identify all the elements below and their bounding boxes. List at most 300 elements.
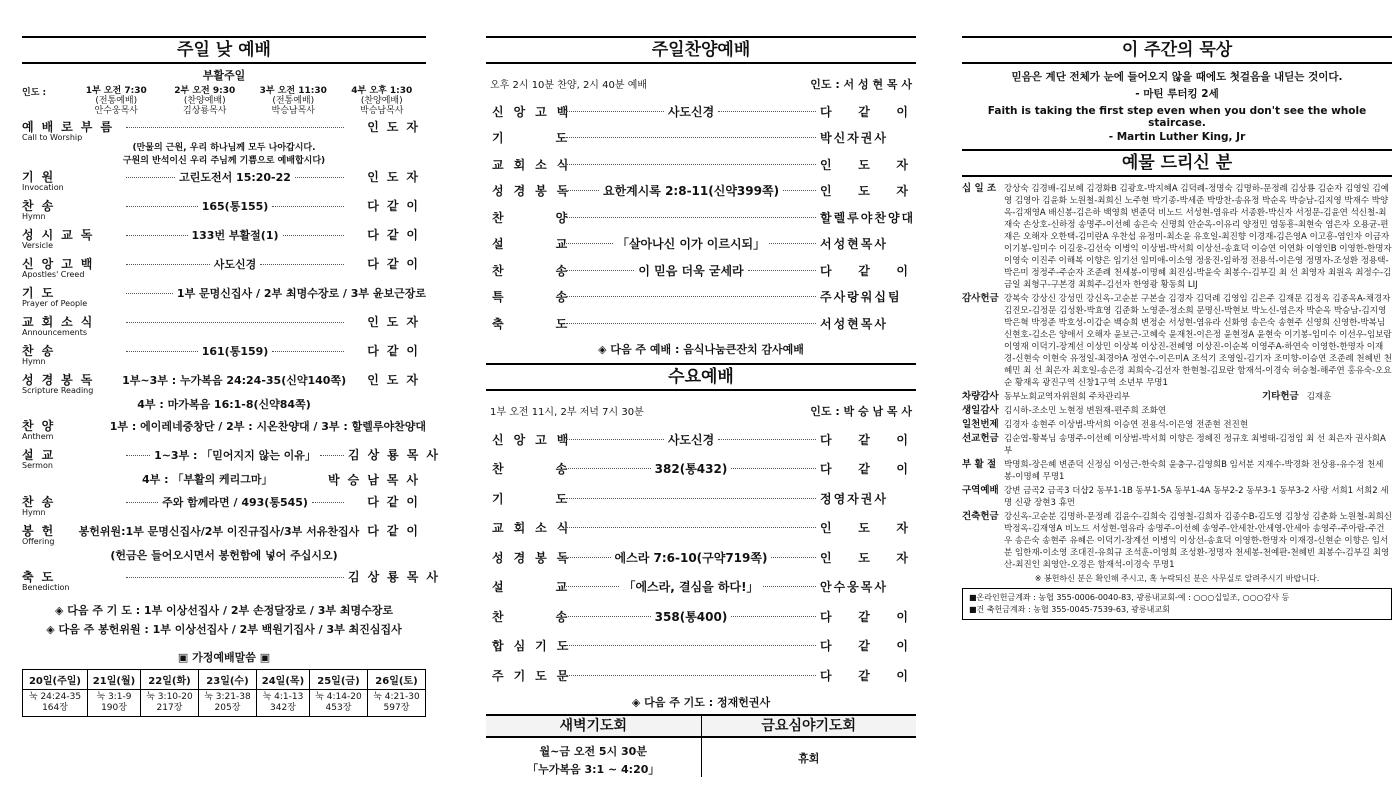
service-item-leader: 할렐루야찬양대 (820, 210, 916, 225)
offering-names (1004, 293, 1392, 389)
item-leader: 다같이 (367, 257, 427, 271)
dot-leader (272, 206, 344, 207)
next-week-notes (22, 602, 426, 637)
dawn-prayer-title: 새벽기도회 (486, 714, 701, 738)
praise-order (486, 98, 916, 337)
leader-entry (338, 86, 427, 116)
meditation-offering-column (962, 36, 1392, 620)
service-item-leader: 다 같 이 (820, 104, 910, 119)
leader-style: (전통예배) (95, 96, 138, 106)
offering-names-text: 강변 금곡2 금곡3 더샵2 동부1-1B 동부1-5A 동부1-4A 동부2-2 동부3-1 동부3-2 사랑 서희1 서희2 세명 신광 장현3 휴먼 (1004, 486, 1389, 508)
dot-leader (126, 264, 210, 265)
reading-hymn: 190장 (101, 703, 127, 713)
service-subtitle: 부활주일 (202, 69, 246, 82)
dot-leader (566, 527, 816, 528)
worship-item (22, 493, 426, 517)
item-leader: 인도자 (367, 120, 426, 134)
item-name-block (22, 313, 122, 337)
worship-item (22, 446, 446, 488)
item-content: 161(통159) (201, 345, 269, 358)
item-name-block (22, 168, 122, 192)
offering-row (962, 459, 1392, 483)
offering-category: 일천번제 (962, 419, 999, 430)
item-name: 성경봉독 (22, 373, 101, 387)
reading-day: 25일(금) (309, 670, 367, 690)
item-leader: 인도자 (367, 373, 426, 387)
item-name: 교회소식 (22, 315, 101, 329)
daily-reading-table (22, 669, 426, 717)
item-content: 사도신경 (213, 258, 257, 271)
leader-entry (249, 86, 338, 116)
reading-day: 20일(주일) (23, 670, 88, 690)
service-row (486, 310, 916, 337)
building-account: ■건 축헌금계좌 : 농협 355-0045-7539-63, 광릉내교회 (969, 605, 1170, 614)
dot-leader (566, 270, 634, 271)
prayer-meetings (486, 714, 916, 777)
service-item-content: 사도신경 (667, 104, 715, 119)
dot-leader (566, 439, 664, 440)
service-row (486, 204, 916, 231)
dot-leader (566, 586, 619, 587)
item-name-block (22, 255, 122, 279)
offering-category: 선교헌금 (962, 433, 999, 444)
leader-name: 안수웅목사 (94, 106, 138, 116)
offering-names (1004, 183, 1392, 291)
next-prayer: ◈ 다음 주 기 도 : 1부 이상선집사 / 2부 손정달장로 / 3부 최명수장로 (54, 604, 394, 617)
offering-names-text: 김경자 송현주 이상범-박서희 이승연 전용석-이은영 전준현 전진현 (1004, 420, 1249, 430)
reading-ref: 눅 4:14-20 (315, 692, 362, 702)
dot-leader (566, 190, 599, 191)
leaders-list (72, 86, 426, 116)
sunday-service-title: 주일 낮 예배 (22, 36, 426, 64)
offering-names (1004, 511, 1392, 571)
service-item-leader: 인 도 자 (820, 157, 910, 172)
praise-service-title: 주일찬양예배 (486, 36, 916, 64)
dot-leader (295, 177, 344, 178)
dot-leader (731, 468, 816, 469)
service-item-name: 설교 (492, 580, 620, 595)
item-content: 봉헌위원:1부 문명신집사/2부 이진규집사/3부 서유찬집사 (78, 525, 360, 538)
item-name-block (22, 446, 122, 470)
worship-item (22, 226, 426, 250)
meditation-title: 이 주간의 묵상 (962, 36, 1392, 64)
service-item-content: 사도신경 (667, 432, 715, 447)
item-content: 165(통155) (201, 200, 269, 213)
dot-leader (320, 455, 344, 456)
service-item-leader: 인 도 자 (820, 550, 910, 565)
worship-row (22, 342, 426, 366)
offering-row (962, 405, 1392, 417)
item-name-block (22, 417, 102, 441)
offering-row (962, 419, 1392, 431)
service-item-leader: 서성현목사 (820, 237, 888, 252)
item-english: Sermon (22, 461, 53, 470)
item-name: 설교 (22, 448, 62, 462)
dot-leader (566, 323, 816, 324)
extra-offering-names: 김재훈 (1306, 392, 1332, 402)
dot-leader (566, 616, 651, 617)
leader-style: (찬양예배) (360, 96, 403, 106)
item-name-block (22, 197, 122, 221)
dot-leader (260, 264, 344, 265)
dot-leader (566, 557, 611, 558)
offering-row (962, 391, 1392, 403)
service-item-leader: 다 같 이 (820, 432, 910, 447)
service-item-leader: 정영자권사 (820, 491, 888, 506)
item-leader: 김상룡목사 (348, 570, 446, 584)
worship-row (22, 197, 426, 221)
reading-day: 24일(목) (256, 670, 309, 690)
item-english: Hymn (22, 212, 46, 221)
extra-offering (1262, 391, 1392, 403)
reading-cell (367, 690, 425, 717)
leader-style: (찬양예배) (183, 96, 226, 106)
reading-hymn: 342장 (270, 703, 296, 713)
dot-leader (566, 111, 664, 112)
offering-names (1004, 391, 1392, 403)
item-content-second: 4부 : 「부활의 케리그마」 (142, 473, 273, 486)
service-item-content: 에스라 7:6-10(구약719쪽) (614, 550, 768, 565)
worship-row-second (22, 471, 426, 488)
item-leader: 인도자 (367, 315, 426, 329)
dot-leader (126, 502, 158, 503)
service-item-name: 축도 (492, 316, 620, 331)
wednesday-header (490, 403, 912, 419)
item-content-second: 4부 : 마가복음 16:1-8(신약84쪽) (137, 398, 311, 411)
service-item-content: 요한계시록 2:8-11(신약399쪽) (602, 184, 780, 199)
service-item-leader: 안수웅목사 (820, 580, 888, 595)
reading-ref: 눅 3:21-38 (204, 692, 251, 702)
offering-category: 차량감사 (962, 391, 999, 402)
reading-hymn: 205장 (214, 703, 241, 713)
service-item-content: 「에스라, 결심을 하다!」 (623, 580, 759, 595)
worship-item (22, 342, 426, 366)
item-name-block (22, 118, 122, 142)
reading-ref: 눅 4:1-13 (262, 692, 304, 702)
service-item-name: 찬송 (492, 609, 620, 624)
offering-names-text: 강신옥-고순분 김명하-문정례 김윤수-김희숙 김영철-김희자 김종수B-김도영 김창성 김춘화 노원철-최희신 박정옥-김재영A 비노드 서성현-염유라 송명주-이선혜 송영주-안세찬-안세영-안세아 송영주-주아람-주건우 송은숙 송현주 유혜은 이덕기-장계선 이병익 이상선-송효덕 이영한-한명자 이재경-신현순 이향은 임서분 임한재-이소영 조대진-유희규 조석훈-이영희 조성환-정명자 천세봉-천예판-천혜빈 최봉수-김부길 최영산-최진인 최영안-오경은 함재석-이경숙 무명1 (1004, 512, 1393, 570)
worship-row (22, 568, 446, 592)
leader-entry (161, 86, 250, 116)
item-english: Apostles' Creed (22, 270, 85, 279)
dot-leader (771, 557, 816, 558)
reading-ref: 눅 3:1-9 (96, 692, 132, 702)
dot-leader (312, 502, 344, 503)
worship-item (22, 417, 426, 441)
service-row (486, 661, 916, 691)
reading-cell (309, 690, 367, 717)
item-name: 예배로부름 (22, 120, 120, 134)
offering-category: 감사헌금 (962, 293, 999, 304)
reading-day: 22일(화) (141, 670, 199, 690)
worship-row (22, 493, 426, 517)
worship-row (22, 284, 426, 308)
dot-leader (126, 127, 344, 128)
worship-row (22, 371, 426, 395)
friday-prayer-title: 금요심야기도회 (702, 714, 917, 738)
dot-leader (566, 468, 651, 469)
quote-english: Faith is taking the first step even when you don't see the whole staircase. (987, 105, 1367, 129)
service-item-leader: 박신자권사 (820, 131, 888, 146)
worship-row (22, 417, 426, 441)
worship-item (22, 255, 426, 279)
wednesday-time: 1부 오전 11시, 2부 저녁 7시 30분 (490, 406, 644, 418)
item-leader: 다같이 (367, 344, 427, 358)
offering-row (962, 183, 1392, 291)
worship-item (22, 568, 446, 592)
leader-style: (전통예배) (272, 96, 315, 106)
praise-service-header (490, 76, 912, 92)
item-content-second: (헌금은 들어오시면서 봉헌함에 넣어 주십시오) (110, 549, 338, 562)
dot-leader (763, 586, 816, 587)
dot-leader (126, 351, 198, 352)
reading-ref: 눅 3:10-20 (146, 692, 193, 702)
item-name: 기도 (22, 286, 62, 300)
friday-prayer (701, 714, 917, 777)
friday-prayer-text: 휴회 (798, 752, 820, 765)
wednesday-next: ◈ 다음 주 기도 : 정재헌권사 (631, 696, 771, 709)
item-name: 봉헌 (22, 524, 62, 538)
service-item-name: 찬양 (492, 210, 620, 225)
praise-service-leader: 인도 : 서 성 현 목 사 (810, 78, 912, 91)
dot-leader (783, 190, 816, 191)
service-item-leader: 다 같 이 (820, 609, 911, 624)
service-item-name: 교회소식 (492, 521, 579, 536)
reading-hymn: 217장 (156, 703, 183, 713)
wednesday-service-title: 수요예배 (486, 363, 916, 391)
service-item-name: 신앙고백 (492, 104, 579, 119)
service-item-content: 「살아나신 이가 이르시되」 (616, 237, 766, 252)
dot-leader (566, 498, 816, 499)
item-content: 주와 함께라면 / 493(통545) (162, 496, 308, 509)
item-content: 1~3부 : 「믿어지지 않는 이유」 (154, 449, 316, 462)
service-row (486, 572, 916, 602)
dot-leader (272, 351, 344, 352)
quote-english-author: - Martin Luther King, Jr (1108, 131, 1246, 143)
offering-names (1004, 433, 1392, 457)
worship-item (22, 284, 426, 308)
offering-category: 부 활 절 (962, 459, 997, 470)
leader-entry (72, 86, 161, 116)
service-row (486, 151, 916, 178)
offering-names-text: 김순엽-황복님 송명주-이선혜 이상범-박서희 이향은 정혜진 정규호 최병태-김정임 최 선 최은자 권사회A부 (1004, 434, 1386, 456)
dot-leader (731, 616, 816, 617)
leader-name: 김상룡목사 (183, 106, 227, 116)
item-leader: 인도자 (367, 170, 427, 184)
item-name-block (22, 371, 114, 395)
service-row (486, 543, 916, 573)
item-english: Invocation (22, 183, 64, 192)
dot-leader (126, 206, 198, 207)
item-name: 찬송 (22, 199, 62, 213)
item-name: 성시교독 (22, 228, 101, 242)
item-content: 고린도전서 15:20-22 (179, 171, 291, 184)
service-item-leader: 다 같 이 (820, 263, 910, 278)
offering-names-text: 동부노회교역자위원회 주차관리부 (1004, 392, 1130, 402)
offering-names (1004, 459, 1392, 483)
item-leader: 다같이 (367, 495, 426, 509)
item-name-block (22, 493, 122, 517)
worship-item (22, 522, 426, 563)
offering-list (962, 183, 1392, 571)
item-english: Call to Worship (22, 133, 83, 142)
offering-row (962, 433, 1392, 457)
leader-name: 박승남목사 (360, 106, 404, 116)
service-item-name: 주기도문 (492, 668, 579, 683)
dawn-prayer-time: 월~금 오전 5시 30분 (539, 745, 647, 758)
service-item-content: 이 믿음 더욱 굳세라 (638, 263, 744, 278)
offering-title: 예물 드리신 분 (962, 149, 1392, 177)
worship-row (22, 313, 426, 337)
service-item-leader: 인 도 자 (820, 521, 910, 536)
dot-leader (126, 235, 188, 236)
offering-row (962, 511, 1392, 571)
item-name: 찬양 (22, 419, 62, 433)
item-name-block (22, 226, 122, 250)
item-english: Scripture Reading (22, 386, 94, 395)
reading-cell (256, 690, 309, 717)
item-english: Anthem (22, 432, 54, 441)
dot-leader (566, 645, 816, 646)
item-content: 1부 : 에이레네중창단 / 2부 : 시온찬양대 / 3부 : 할렐루야찬양대 (109, 420, 426, 433)
service-item-name: 찬송 (492, 462, 620, 477)
service-item-name: 신앙고백 (492, 432, 579, 447)
dot-leader (718, 111, 816, 112)
item-content: 1부 문명신집사 / 2부 최명수장로 / 3부 윤보근장로 (176, 287, 426, 300)
service-item-leader: 서성현목사 (820, 316, 888, 331)
dot-leader (566, 217, 816, 218)
dot-leader (126, 455, 150, 456)
service-item-leader: 다 같 이 (820, 639, 910, 654)
dot-leader (126, 322, 344, 323)
service-row (486, 484, 916, 514)
service-item-leader: 다 같 이 (820, 668, 910, 683)
item-english: Offering (22, 537, 55, 546)
praise-service-time: 오후 2시 10분 찬양, 2시 40분 예배 (490, 80, 648, 91)
quote-korean: 믿음은 계단 전체가 눈에 들어오지 않을 때에도 첫걸음을 내딛는 것이다. (1011, 71, 1343, 83)
item-name: 축도 (22, 570, 62, 584)
reading-cell (88, 690, 141, 717)
reading-ref: 눅 24:24-35 (28, 692, 82, 702)
service-row (486, 178, 916, 205)
dot-leader (566, 164, 816, 165)
dot-leader (283, 235, 345, 236)
offering-category: 구역예배 (962, 485, 999, 496)
item-name: 기원 (22, 170, 62, 184)
leader-name: 박승남목사 (271, 106, 315, 116)
service-row (486, 284, 916, 311)
service-item-name: 기도 (492, 131, 620, 146)
item-name-block (22, 522, 71, 546)
service-item-name: 설교 (492, 237, 620, 252)
account-box (962, 588, 1392, 620)
service-item-leader: 다 같 이 (820, 462, 911, 477)
service-row (486, 602, 916, 632)
item-leader: 다같이 (367, 228, 427, 242)
reading-hymn: 164장 (42, 703, 68, 713)
item-leader: 김상룡목사 (348, 448, 446, 462)
service-item-leader: 인 도 자 (820, 184, 910, 199)
worship-row (22, 226, 426, 250)
worship-row (22, 255, 426, 279)
online-account: ■온라인헌금계좌 : 농협 355-0006-0040-83, 광릉내교회-예 : ○○○십일조, ○○○감사 등 (969, 593, 1290, 602)
call-text: (만물의 근원, 우리 하나님께 모두 나아갑시다. 구원의 반석이신 우리 주님께 기쁨으로 예배합시다) (122, 143, 326, 166)
service-row (486, 98, 916, 125)
dot-leader (126, 577, 344, 578)
wednesday-order (486, 425, 916, 691)
item-english: Benediction (22, 583, 70, 592)
sunday-service-column (22, 36, 446, 717)
dot-leader (126, 177, 175, 178)
offering-names-text: 강상숙 김경배-김보혜 김경화B 김광호-박지혜A 김덕례-정명숙 김명하-문정례 김상룡 김순자 김영일 김예영 김영아 김윤화 노원철-최희신 노주현 박기종-박세준 박방찬-송유정 박순옥 박승남-김지영 박재수 박양옥-김재영A 배신봉-김은하 백영희 변준덕 비노드 서성현-염유라 서종환-박신자 서정문-김윤연 석신철-최재숙 손상호-신하정 송명주-이선혜 송은숙 신명희 안순옥-이유리 양정민 염동흥-최현숙 염은자 오용균-편재은 오해자 오한택-김미란A 우찬섭 유정미-최소윤 유호일-최진향 이경재-김은영A 이고흥-염인자 이금자 이기봉-임미수 이길웅-김선숙 이병익 이상범-박서희 이상선-송효덕 이승연 이연화 이영인B 이영한-한명자 이영숙 이진주 이해복 이향은 임기선 임미애-이소영 정웅진-임하정 전용석-이은영 정명자-조성환 정용택-박은미 정정주-주순자 조준례 천세봉-이명혜 최진심-박윤숙 최봉수-김부길 최 선 최영자 최원옥 최정수-김금일 최형구-구본경 최희주-김선자 한영광 황동희 LIJ (1004, 184, 1392, 290)
item-name: 신앙고백 (22, 257, 101, 271)
reading-cell (141, 690, 199, 717)
leader-time: 3부 오전 11:30 (259, 86, 327, 96)
offering-row (962, 485, 1392, 509)
dot-leader (769, 243, 816, 244)
leader-time: 2부 오전 9:30 (174, 86, 236, 96)
service-row (486, 257, 916, 284)
worship-item (22, 168, 426, 192)
item-english: Hymn (22, 357, 46, 366)
offering-category: 십 일 조 (962, 183, 997, 194)
reading-cell (198, 690, 256, 717)
service-row (486, 631, 916, 661)
worship-row (22, 446, 446, 470)
reading-day: 26일(토) (367, 670, 425, 690)
worship-item (22, 118, 426, 166)
worship-row-second (22, 547, 426, 563)
worship-row (22, 118, 426, 142)
dot-leader (748, 270, 816, 271)
offering-names-text: 박명희-장은혜 변준덕 신정심 이성근-한숙희 윤충구-김영희B 임서분 지재수-박경화 전상용-유수정 천세봉-이명혜 무명1 (1004, 460, 1384, 482)
offering-category: 건축헌금 (962, 511, 999, 522)
service-item-content: 382(통432) (654, 462, 728, 477)
wednesday-leader: 인도 : 박 승 남 목 사 (810, 404, 912, 418)
worship-item (22, 371, 426, 412)
item-name-block (22, 284, 122, 308)
dot-leader (566, 137, 816, 138)
item-english: Versicle (22, 241, 53, 250)
offering-note: ※ 봉헌하신 분은 확인해 주시고, 혹 누락되신 분은 사무실로 알려주시기 바랍니다. (1034, 574, 1320, 583)
extra-offering-label: 기타헌금 (1262, 391, 1299, 402)
offering-names-text: 김시하-조소민 노현정 변원재-편주희 조화연 (1004, 406, 1167, 416)
item-content: 1부~3부 : 누가복음 24:24-35(신약140쪽) (122, 374, 347, 387)
quote-korean-author: - 마틴 루터킹 2세 (1135, 88, 1219, 100)
evening-service-column (486, 36, 916, 777)
reading-hymn: 597장 (383, 703, 410, 713)
service-row (486, 513, 916, 543)
dawn-prayer (486, 714, 701, 777)
service-item-name: 기도 (492, 491, 620, 506)
item-leader: 다같이 (367, 199, 427, 213)
worship-item (22, 197, 426, 221)
service-item-leader: 주사랑워십팀 (820, 290, 902, 305)
dot-leader (718, 439, 816, 440)
reading-day: 23일(수) (198, 670, 256, 690)
daily-reading-title: ▣ 가정예배말씀 ▣ (177, 651, 271, 664)
order-of-worship (22, 118, 446, 592)
service-item-content: 358(통400) (654, 609, 728, 624)
item-english: Hymn (22, 508, 46, 517)
offering-names (1004, 405, 1392, 417)
service-row (486, 125, 916, 152)
dot-leader (566, 675, 816, 676)
item-content: 133번 부활절(1) (191, 229, 279, 242)
dawn-prayer-text: 「누가복음 3:1 ~ 4:20」 (527, 763, 660, 776)
item-english: Announcements (22, 328, 88, 337)
leader-time: 1부 오전 7:30 (85, 86, 147, 96)
